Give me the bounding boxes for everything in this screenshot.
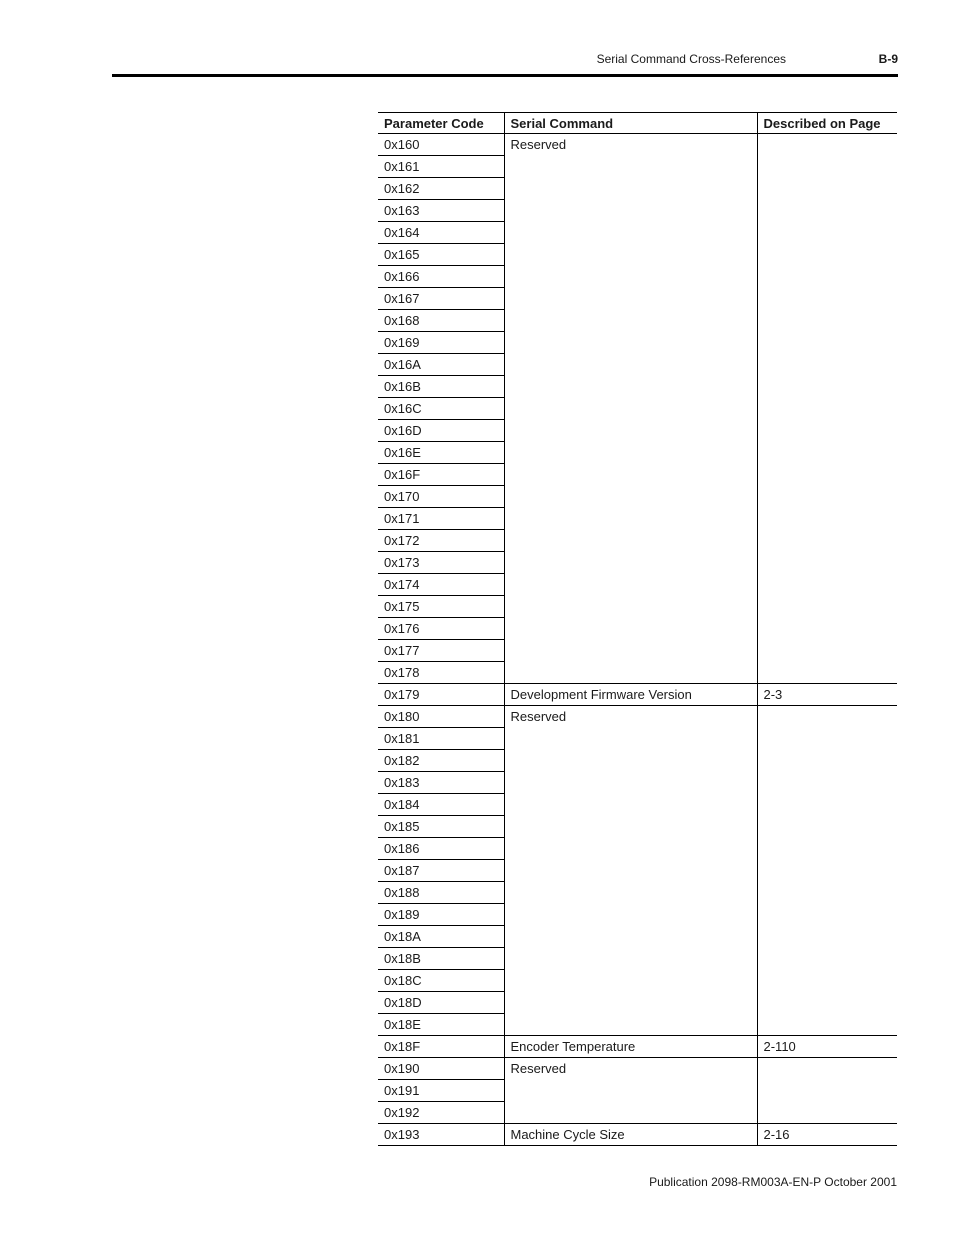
publication-footer: Publication 2098-RM003A-EN-P October 2001 xyxy=(649,1175,897,1189)
table-row xyxy=(378,1124,897,1146)
parameter-code-cell: 0x18D xyxy=(378,992,504,1014)
parameter-code-cell: 0x190 xyxy=(378,1058,504,1080)
parameter-code-cell: 0x173 xyxy=(378,552,504,574)
parameter-code-cell: 0x18B xyxy=(378,948,504,970)
parameter-code-cell: 0x168 xyxy=(378,310,504,332)
serial-command-cell: Development Firmware Version xyxy=(504,684,757,706)
serial-command-cell: Reserved xyxy=(504,134,757,684)
parameter-code-cell: 0x18A xyxy=(378,926,504,948)
described-on-page-cell: 2-16 xyxy=(757,1124,897,1146)
cross-reference-table xyxy=(378,112,897,1146)
page-number: B-9 xyxy=(878,52,898,66)
parameter-code-cell: 0x16C xyxy=(378,398,504,420)
parameter-code-cell: 0x16A xyxy=(378,354,504,376)
parameter-code-cell: 0x176 xyxy=(378,618,504,640)
described-on-page-cell xyxy=(757,706,897,1036)
parameter-code-cell: 0x169 xyxy=(378,332,504,354)
table-row xyxy=(378,706,897,728)
parameter-code-cell: 0x18C xyxy=(378,970,504,992)
parameter-code-cell: 0x191 xyxy=(378,1080,504,1102)
table-body xyxy=(378,134,897,1146)
serial-command-cell: Encoder Temperature xyxy=(504,1036,757,1058)
parameter-code-cell: 0x182 xyxy=(378,750,504,772)
parameter-code-cell: 0x186 xyxy=(378,838,504,860)
table-header-row xyxy=(378,113,897,134)
parameter-code-cell: 0x177 xyxy=(378,640,504,662)
parameter-code-cell: 0x189 xyxy=(378,904,504,926)
parameter-code-cell: 0x181 xyxy=(378,728,504,750)
parameter-code-cell: 0x160 xyxy=(378,134,504,156)
parameter-code-cell: 0x183 xyxy=(378,772,504,794)
table-row xyxy=(378,684,897,706)
described-on-page-cell: 2-110 xyxy=(757,1036,897,1058)
parameter-code-cell: 0x178 xyxy=(378,662,504,684)
parameter-code-cell: 0x184 xyxy=(378,794,504,816)
parameter-code-cell: 0x163 xyxy=(378,200,504,222)
parameter-code-cell: 0x193 xyxy=(378,1124,504,1146)
parameter-code-cell: 0x16E xyxy=(378,442,504,464)
described-on-page-cell xyxy=(757,134,897,684)
parameter-code-cell: 0x16D xyxy=(378,420,504,442)
parameter-code-cell: 0x16B xyxy=(378,376,504,398)
parameter-code-cell: 0x174 xyxy=(378,574,504,596)
parameter-code-cell: 0x164 xyxy=(378,222,504,244)
column-header-serial-command: Serial Command xyxy=(504,113,757,134)
parameter-code-cell: 0x192 xyxy=(378,1102,504,1124)
parameter-code-cell: 0x172 xyxy=(378,530,504,552)
table-row xyxy=(378,1036,897,1058)
parameter-code-cell: 0x187 xyxy=(378,860,504,882)
table-row xyxy=(378,134,897,156)
parameter-code-cell: 0x18F xyxy=(378,1036,504,1058)
parameter-code-cell: 0x179 xyxy=(378,684,504,706)
parameter-code-cell: 0x162 xyxy=(378,178,504,200)
header-rule xyxy=(112,74,898,77)
parameter-code-cell: 0x165 xyxy=(378,244,504,266)
described-on-page-cell: 2-3 xyxy=(757,684,897,706)
parameter-code-cell: 0x16F xyxy=(378,464,504,486)
column-header-described-on-page: Described on Page xyxy=(757,113,897,134)
parameter-code-cell: 0x167 xyxy=(378,288,504,310)
parameter-code-cell: 0x188 xyxy=(378,882,504,904)
parameter-code-cell: 0x171 xyxy=(378,508,504,530)
column-header-parameter-code: Parameter Code xyxy=(378,113,504,134)
parameter-code-cell: 0x180 xyxy=(378,706,504,728)
section-title: Serial Command Cross-References xyxy=(596,52,786,66)
parameter-code-cell: 0x175 xyxy=(378,596,504,618)
parameter-code-cell: 0x185 xyxy=(378,816,504,838)
parameter-code-cell: 0x166 xyxy=(378,266,504,288)
page-header xyxy=(0,0,954,80)
table-row xyxy=(378,1058,897,1080)
serial-command-cell: Reserved xyxy=(504,706,757,1036)
parameter-code-cell: 0x18E xyxy=(378,1014,504,1036)
parameter-code-cell: 0x161 xyxy=(378,156,504,178)
described-on-page-cell xyxy=(757,1058,897,1124)
serial-command-cell: Machine Cycle Size xyxy=(504,1124,757,1146)
parameter-code-cell: 0x170 xyxy=(378,486,504,508)
serial-command-cell: Reserved xyxy=(504,1058,757,1124)
